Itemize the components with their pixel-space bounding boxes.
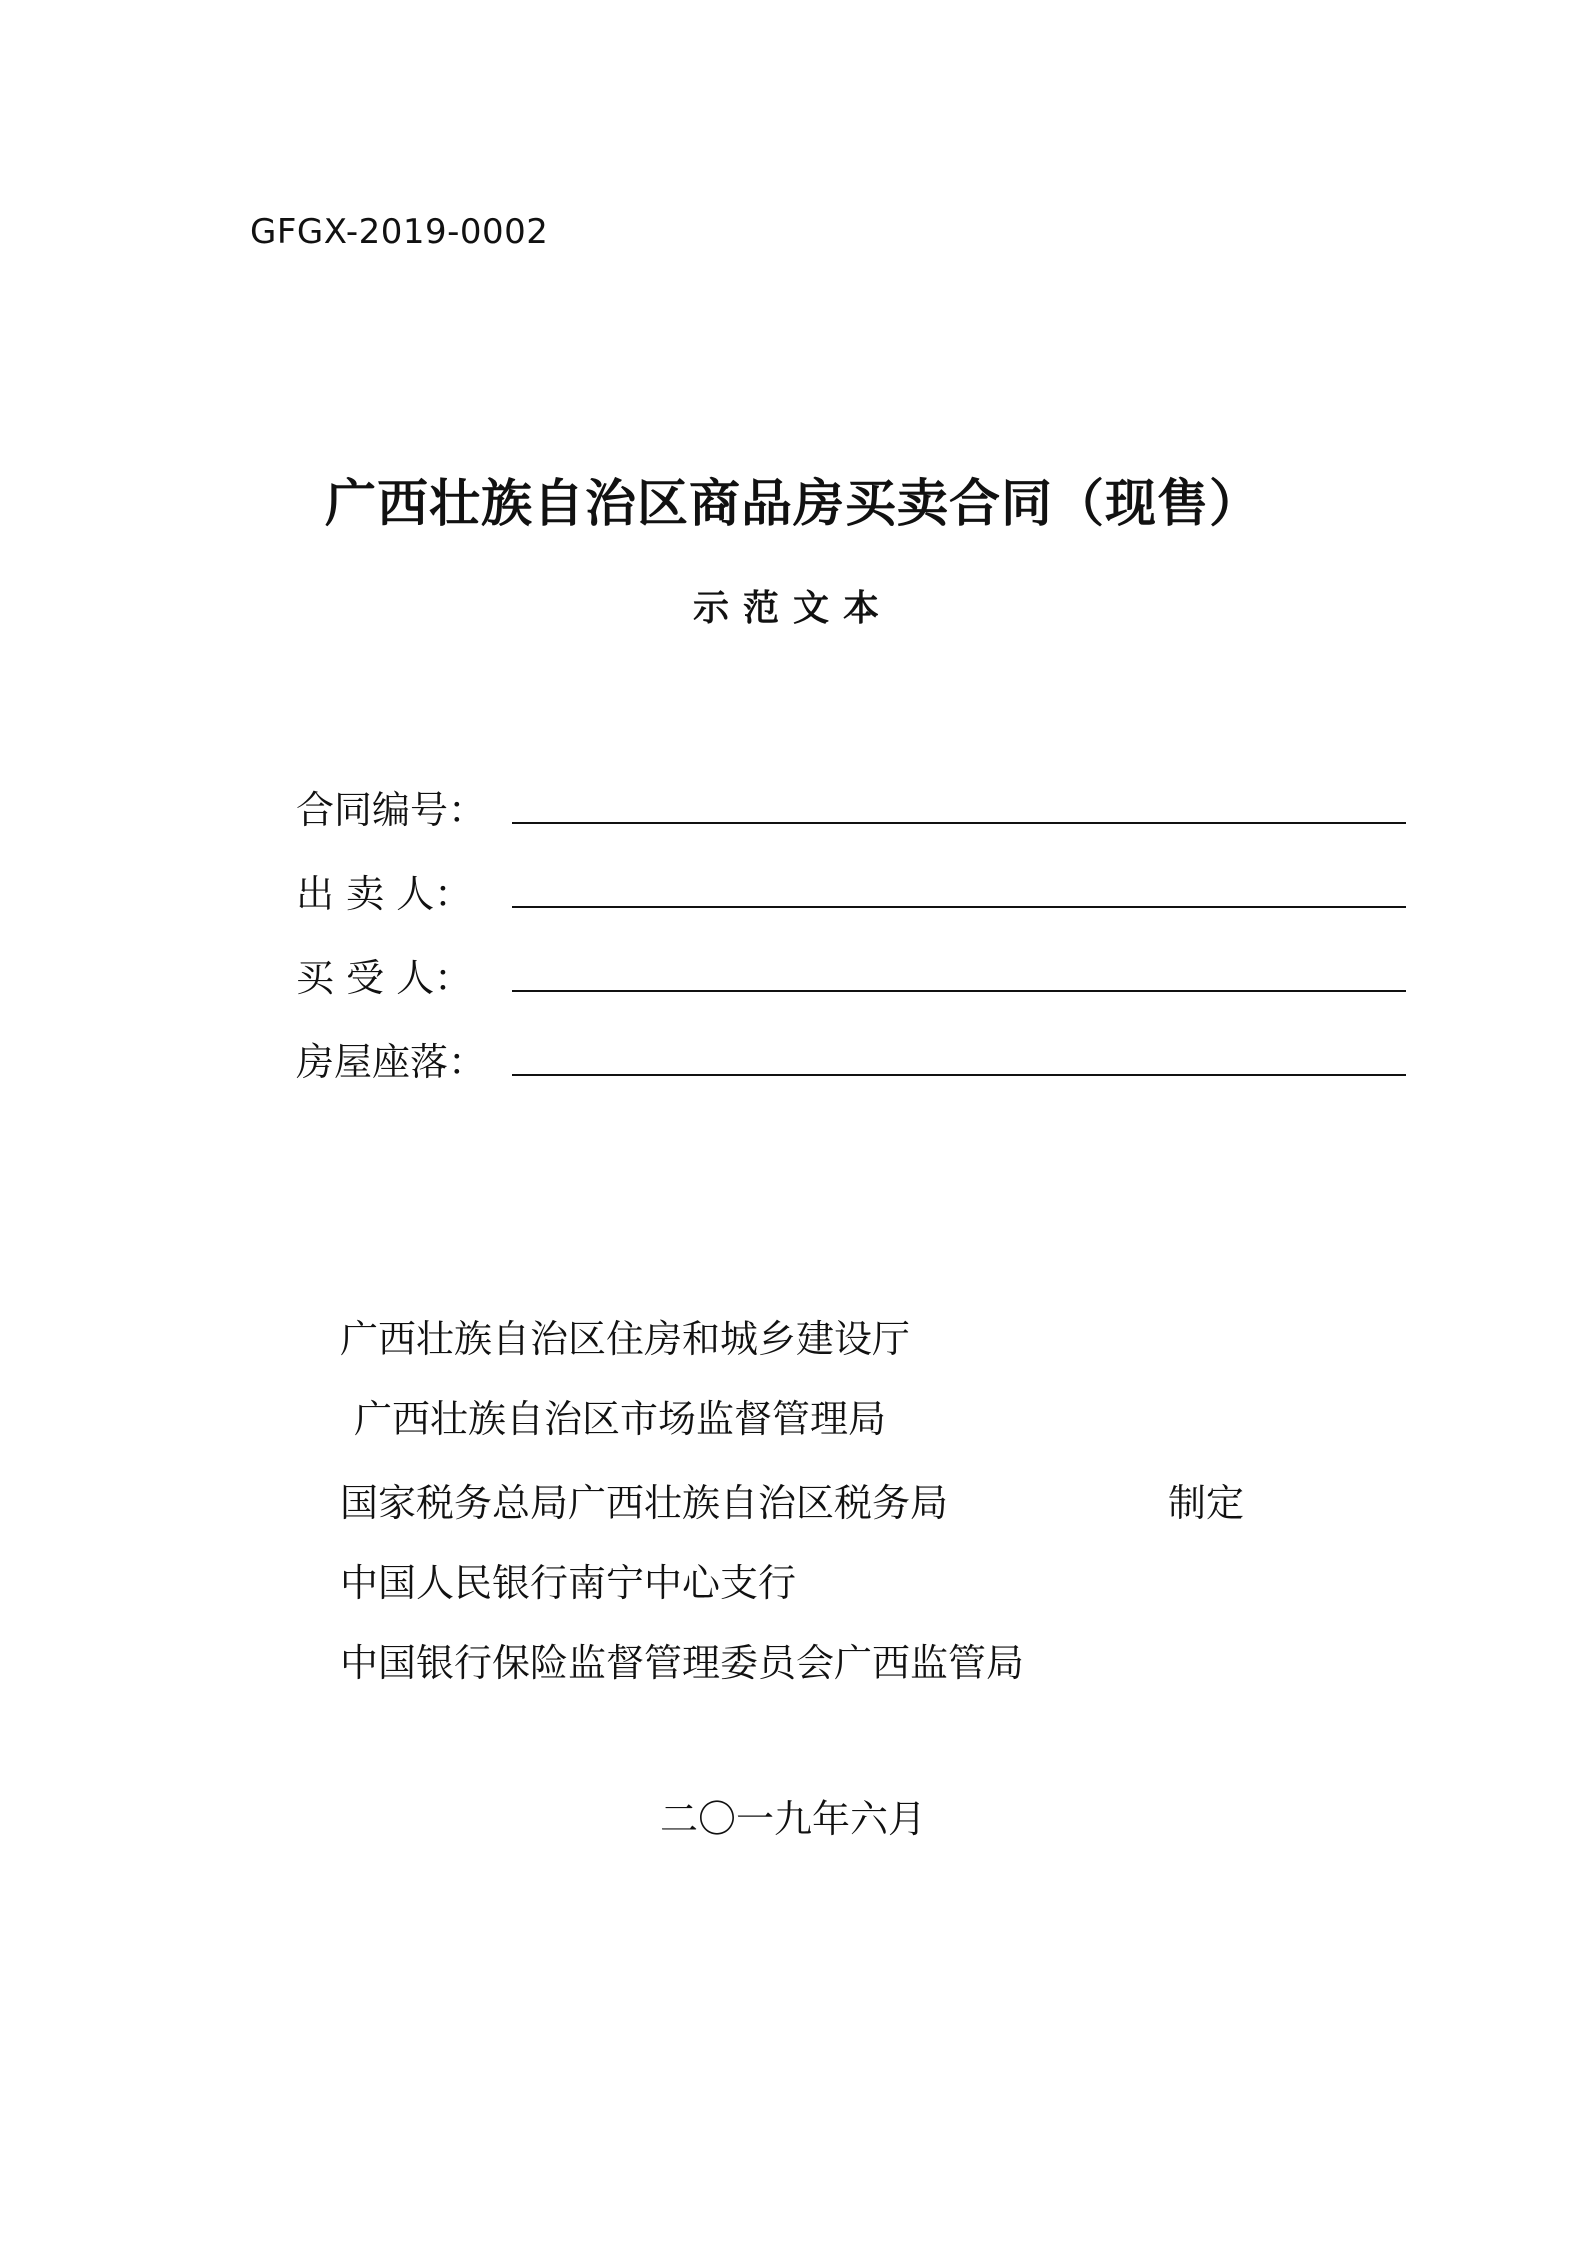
document-code: GFGX-2019-0002 bbox=[250, 212, 549, 252]
field-contract-number[interactable] bbox=[296, 748, 1406, 832]
document-date: 二〇一九年六月 bbox=[659, 1797, 926, 1841]
issuer-central-bank-branch: 中国人民银行南宁中心支行 bbox=[340, 1561, 797, 1605]
field-line-buyer[interactable] bbox=[512, 990, 1406, 992]
field-label-buyer: 买 受 人： bbox=[296, 956, 473, 1000]
field-line-contract-number[interactable] bbox=[512, 822, 1406, 824]
document-subtitle: 示范文本 bbox=[692, 588, 893, 629]
field-line-seller[interactable] bbox=[512, 906, 1406, 908]
issuer-market-regulation: 广西壮族自治区市场监督管理局 bbox=[354, 1397, 887, 1441]
field-label-property-location: 房屋座落： bbox=[296, 1040, 487, 1084]
made-label: 制定 bbox=[1168, 1481, 1245, 1525]
field-property-location[interactable] bbox=[296, 1000, 1406, 1084]
field-line-property-location[interactable] bbox=[512, 1074, 1406, 1076]
issuer-tax-bureau: 国家税务总局广西壮族自治区税务局 bbox=[340, 1481, 949, 1525]
document-title: 广西壮族自治区商品房买卖合同（现售） bbox=[324, 475, 1261, 534]
field-buyer[interactable] bbox=[296, 916, 1406, 1000]
issuer-cbirc-branch: 中国银行保险监督管理委员会广西监管局 bbox=[340, 1641, 1025, 1685]
issuer-housing-department: 广西壮族自治区住房和城乡建设厅 bbox=[340, 1317, 911, 1361]
contract-fields bbox=[296, 748, 1406, 1084]
field-label-seller: 出 卖 人： bbox=[296, 872, 473, 916]
field-seller[interactable] bbox=[296, 832, 1406, 916]
field-label-contract-number: 合同编号： bbox=[296, 788, 487, 832]
